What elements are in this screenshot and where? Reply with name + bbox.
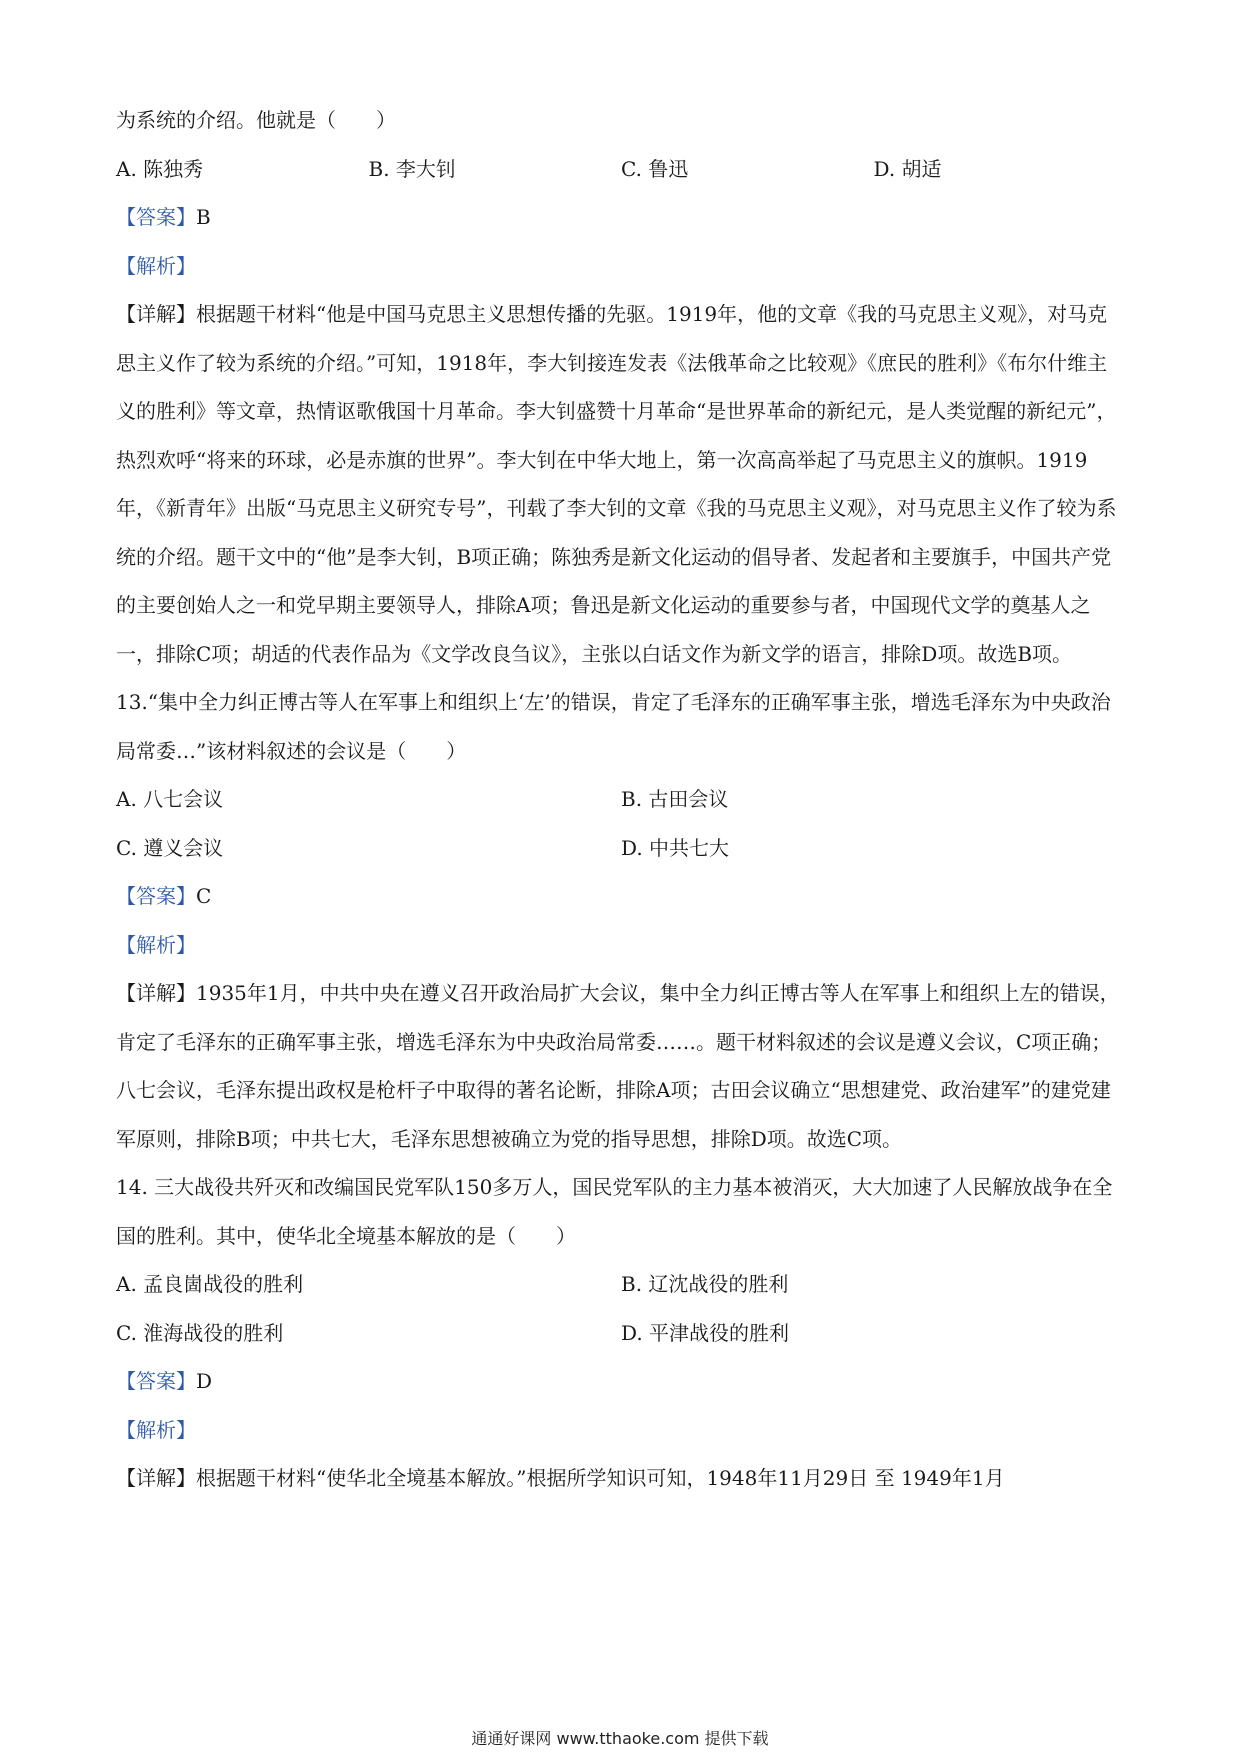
detail-tag: 【详解】	[116, 302, 196, 326]
q13-detail-text: 1935年1月，中共中央在遵义召开政治局扩大会议，集中全力纠正博古等人在军事上和组织上左的错误，肯定了毛泽东的正确军事主张，增选毛泽东为中央政治局常委……。题干材料叙述的会议是遵义会议，C项正确；八七会议，毛泽东提出政权是枪杆子中取得的著名论断，排除A项；古田会议确立“思想建党、政治建军”的建党建军原则，排除B项；中共七大，毛泽东思想被确立为党的指导思想，排除D项。故选C项。	[116, 981, 1120, 1151]
q14-answer-value: D	[196, 1369, 213, 1393]
q13-stem: 13.“集中全力纠正博古等人在军事上和组织上‘左’的错误，肯定了毛泽东的正确军事主张，增选毛泽东为中央政治局常委…”该材料叙述的会议是（ ）	[116, 690, 1111, 763]
q14-option-a: A. 孟良崮战役的胜利	[116, 1272, 304, 1296]
q13-option-c: C. 遵义会议	[116, 835, 224, 860]
answer-tag: 【答案】	[116, 205, 196, 229]
q12-stem-tail: 为系统的介绍。他就是（ ）	[116, 108, 396, 132]
q12-option-a: A. 陈独秀	[116, 156, 204, 181]
q14-options-row2	[116, 1309, 1126, 1358]
answer-tag: 【答案】	[116, 884, 196, 908]
q12-analysis	[116, 242, 1126, 291]
q13-options-row2	[116, 824, 1126, 873]
q13-detail	[116, 969, 1126, 1163]
page-footer: 通通好课网 www.tthaoke.com 提供下载	[471, 1729, 769, 1748]
q14-detail-text: 根据题干材料“使华北全境基本解放。”根据所学知识可知，1948年11月29日 至 1949年1月	[196, 1466, 1005, 1490]
q12-option-c: C. 鲁迅	[621, 156, 689, 181]
q14-option-c: C. 淮海战役的胜利	[116, 1320, 284, 1345]
q12-answer-value: B	[196, 205, 211, 229]
detail-tag: 【详解】	[116, 981, 196, 1005]
q13-option-d: D. 中共七大	[621, 835, 730, 860]
q12-options	[116, 145, 1126, 194]
q12-detail-text: 根据题干材料“他是中国马克思主义思想传播的先驱。1919年，他的文章《我的马克思主义观》，对马克思主义作了较为系统的介绍。”可知，1918年，李大钊接连发表《法俄革命之比较观》《庶民的胜利》《布尔什维主义的胜利》等文章，热情讴歌俄国十月革命。李大钊盛赞十月革命“是世界革命的新纪元，是人类觉醒的新纪元”，热烈欢呼“将来的环球，必是赤旗的世界”。李大钊在中华大地上，第一次高高举起了马克思主义的旗帜。1919年，《新青年》出版“马克思主义研究专号”，刊载了李大钊的文章《我的马克思主义观》，对马克思主义作了较为系统的介绍。题干文中的“他”是李大钊，B项正确；陈独秀是新文化运动的倡导者、发起者和主要旗手，中国共产党的主要创始人之一和党早期主要领导人，排除A项；鲁迅是新文化运动的重要参与者，中国现代文学的奠基人之一，排除C项；胡适的代表作品为《文学改良刍议》，主张以白话文作为新文学的语言，排除D项。故选B项。	[116, 302, 1117, 666]
q13-options-row1	[116, 775, 1126, 824]
q14-analysis	[116, 1406, 1126, 1455]
q13-analysis	[116, 921, 1126, 970]
q12-option-d: D. 胡适	[873, 156, 942, 181]
q14-detail	[116, 1454, 1126, 1503]
q13-answer-value: C	[196, 884, 212, 908]
analysis-tag: 【解析】	[116, 932, 196, 957]
q13-answer	[116, 872, 1126, 921]
q14-answer	[116, 1357, 1126, 1406]
analysis-tag: 【解析】	[116, 1417, 196, 1442]
q14-options-row1	[116, 1260, 1126, 1309]
q14-option-d: D. 平津战役的胜利	[621, 1320, 790, 1345]
q13-option-a: A. 八七会议	[116, 787, 224, 811]
document-page	[116, 96, 1126, 1503]
q14-stem: 14. 三大战役共歼灭和改编国民党军队150多万人，国民党军队的主力基本被消灭，大大加速了人民解放战争在全国的胜利。其中，使华北全境基本解放的是（ ）	[116, 1175, 1113, 1248]
q12-answer	[116, 193, 1126, 242]
analysis-tag: 【解析】	[116, 253, 196, 278]
q13-option-b: B. 古田会议	[621, 787, 729, 811]
q12-option-b: B. 李大钊	[368, 156, 456, 181]
detail-tag: 【详解】	[116, 1466, 196, 1490]
q12-detail	[116, 290, 1126, 678]
q14-option-b: B. 辽沈战役的胜利	[621, 1272, 789, 1296]
answer-tag: 【答案】	[116, 1369, 196, 1393]
